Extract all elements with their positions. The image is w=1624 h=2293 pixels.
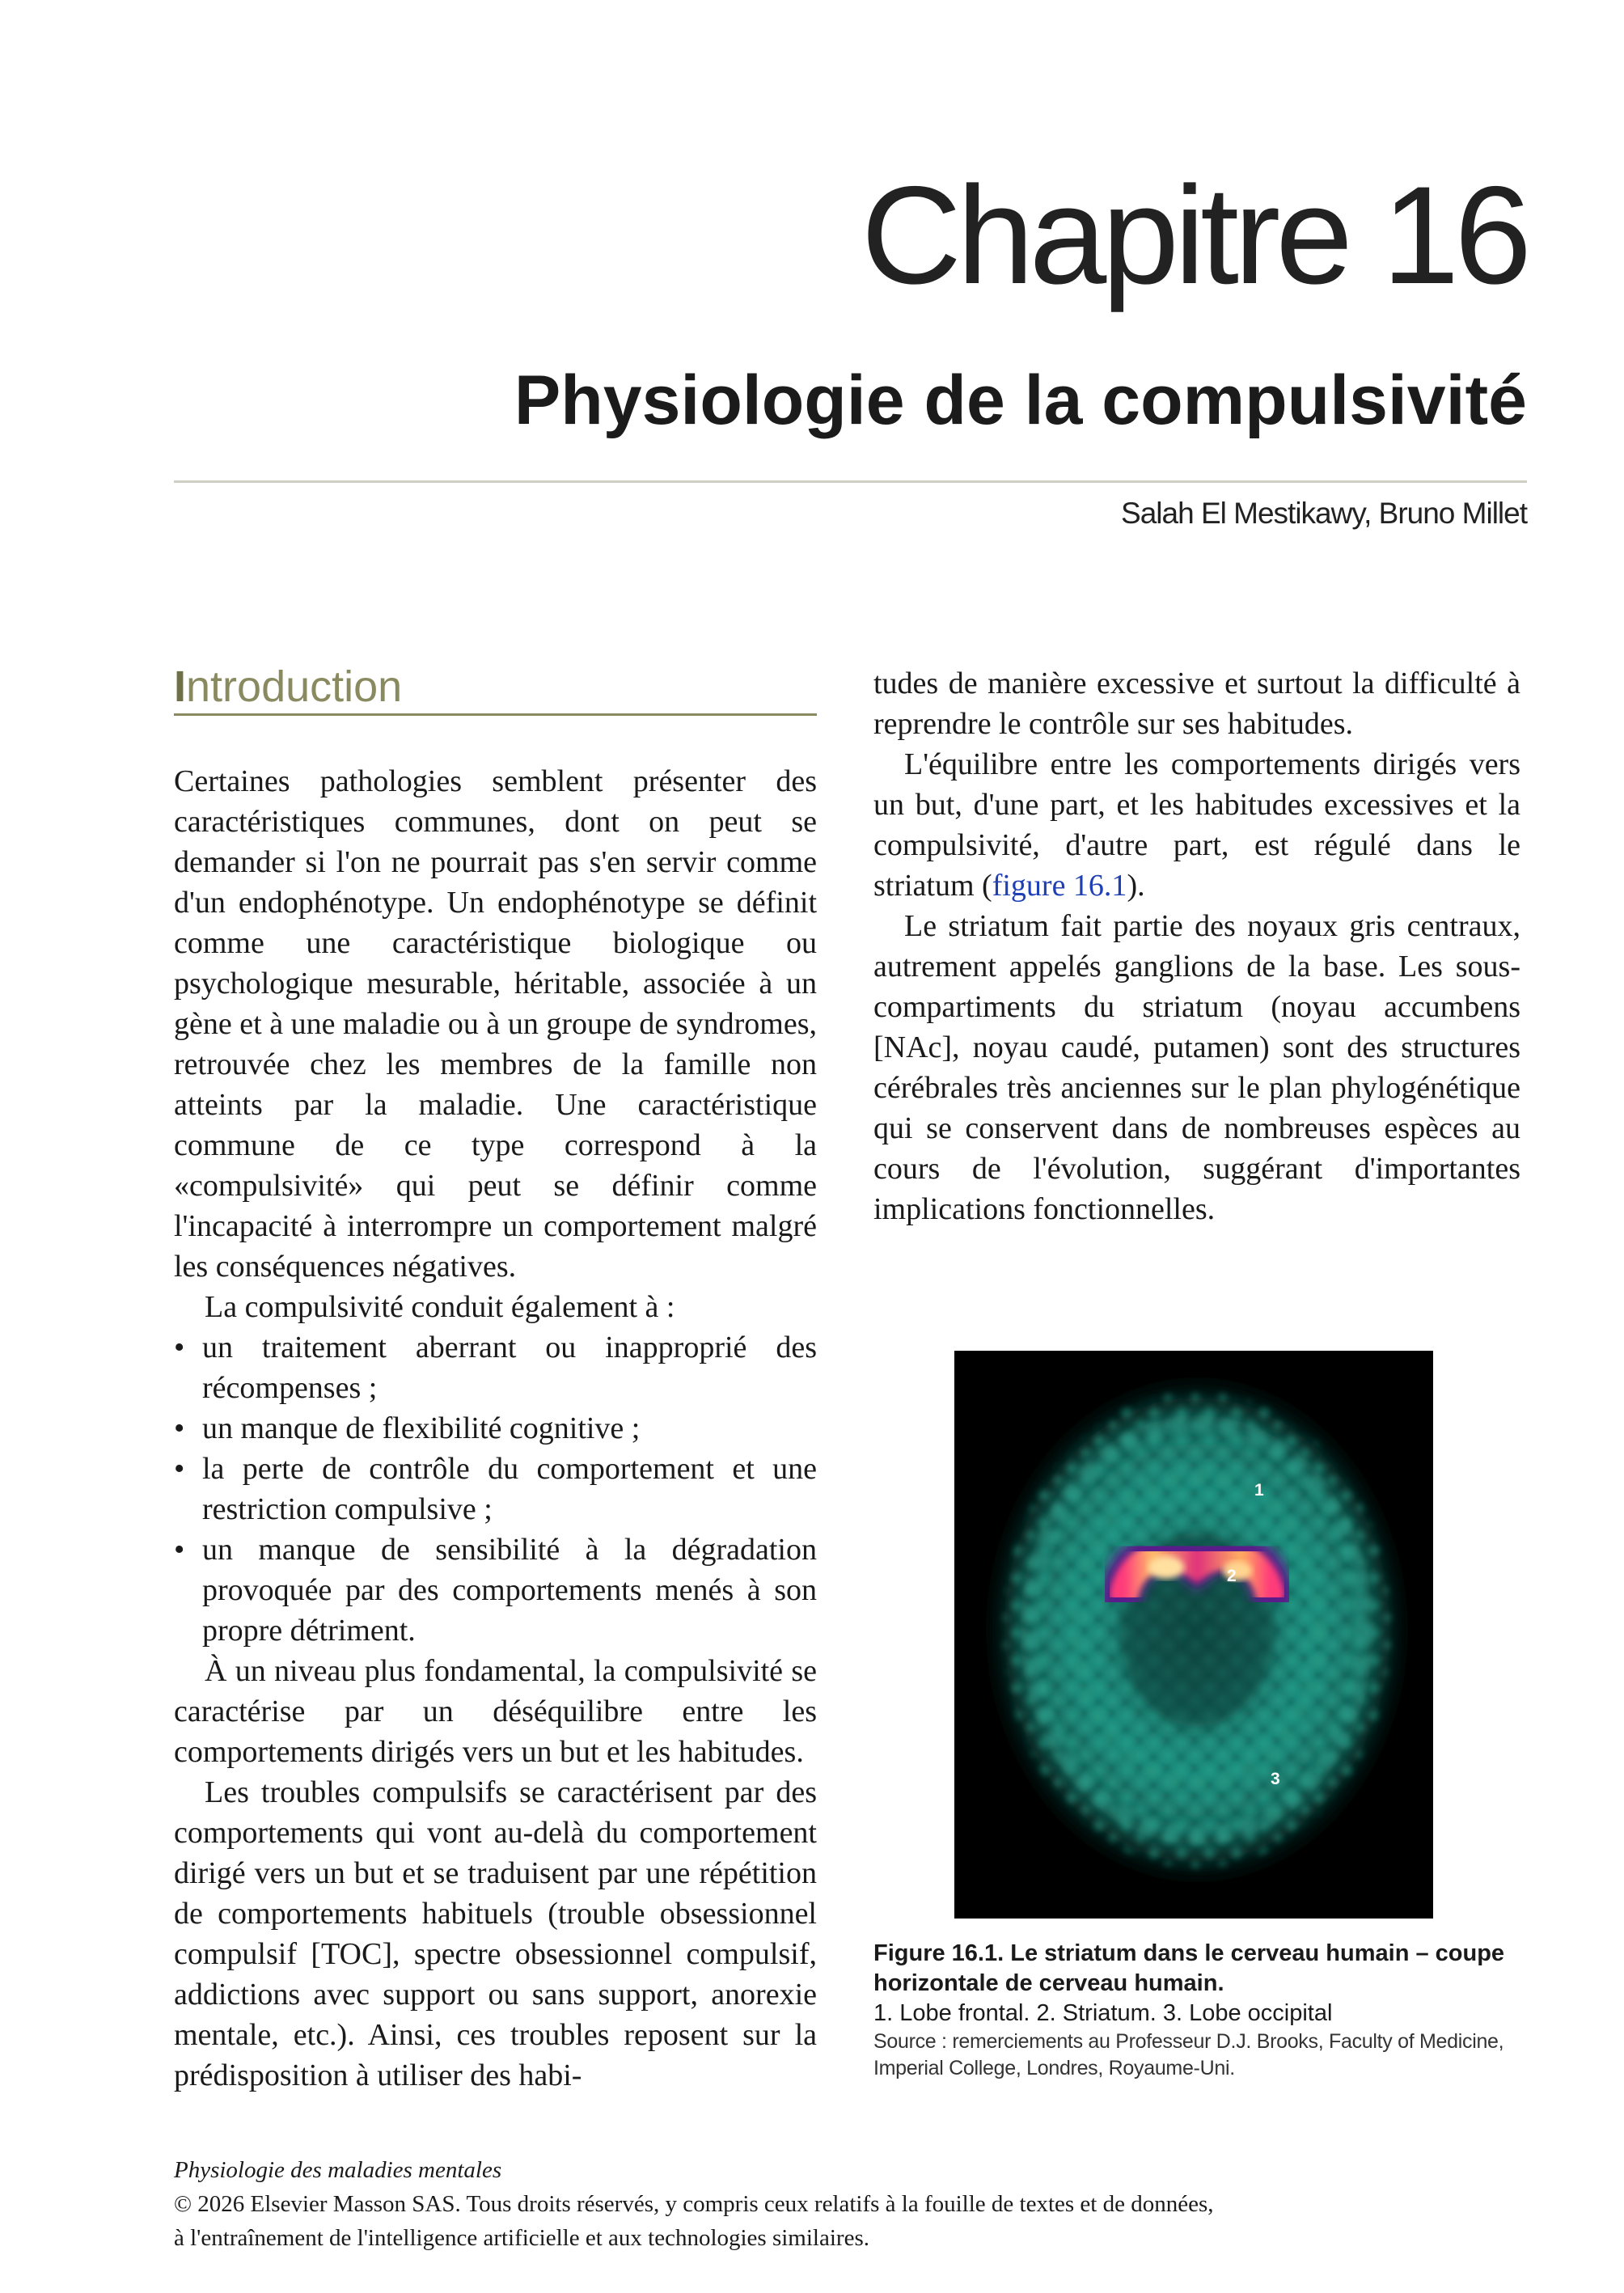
scan-label-1: 1 [1254,1481,1264,1500]
scan-label-3: 3 [1271,1770,1280,1788]
list-item: • un manque de sensibilité à la dégradation provoquée par des comportements menés à son propre détriment. [174,1529,817,1651]
paragraph-text: ). [1127,869,1145,903]
brain-scan-image [954,1351,1433,1919]
section-heading-text: ntroduction [186,662,403,711]
figure-title: Le striatum dans le cerveau humain – coupe horizontale de cerveau humain. [873,1940,1505,1996]
chapter-label: Chapitre 16 [861,158,1527,313]
copyright-line: à l'entraînement de l'intelligence artificielle et aux technologies similaires. [174,2225,869,2251]
figure-legend: 1. Lobe frontal. 2. Striatum. 3. Lobe occipital [873,2000,1333,2026]
paragraph: À un niveau plus fondamental, la compulsivité se caractérise par un déséquilibre entre les comportements dirigés vers un but et les habitudes. [174,1654,817,1769]
title-divider [174,480,1527,483]
paragraph [873,744,1520,906]
section-divider [174,713,817,716]
paragraph: La compulsivité conduit également à : [205,1290,675,1324]
figure-source: Source : remerciements au Professeur D.J. Brooks, Faculty of Medicine, Imperial College, Londres, Royaume-Uni. [873,2030,1504,2079]
section-heading [174,662,403,711]
section-heading-initial: I [174,662,187,711]
figure-reference-link[interactable]: figure 16.1 [992,869,1127,903]
list-item: • un traitement aberrant ou inapproprié des récompenses ; [174,1327,817,1408]
paragraph-text: L'équilibre entre les comportements dirigés vers un but, d'une part, et les habitudes excessives et la compulsivité, d'autre part, est régulé dans le striatum ( [873,747,1520,903]
copyright-line: © 2026 Elsevier Masson SAS. Tous droits réservés, y compris ceux relatifs à la fouille de textes et de données, [174,2191,1214,2217]
book-title: Physiologie des maladies mentales [174,2157,502,2183]
caption-title [873,1939,1520,1999]
page-footer [174,2153,1214,2255]
authors: Salah El Mestikawy, Bruno Millet [1121,497,1527,530]
left-column [174,761,817,2096]
paragraph: Le striatum fait partie des noyaux gris centraux, autrement appelés ganglions de la base. Les sous-compartiments du striatum (noyau accumbens [NAc], noyau caudé, putamen) sont des structures cérébrales très anciennes sur le plan phylogénétique qui se conservent dans de nombreuses espèces au cours de l'évolution, suggérant d'importantes implications fonctionnelles. [873,909,1520,1226]
paragraph: Les troubles compulsifs se caractérisent par des comportements qui vont au-delà du comportement dirigé vers un but et se traduisent par une répétition de comportements habituels (trouble obsessionnel compulsif [TOC], spectre obsessionnel compulsif, addictions avec support ou sans support, anorexie mentale, etc.). Ainsi, ces troubles reposent sur la prédisposition à utiliser des habi- [174,1775,817,2092]
brain-scan-graphic [954,1351,1433,1919]
chapter-title: Physiologie de la compulsivité [514,362,1527,439]
right-column [873,663,1520,1229]
scan-label-2: 2 [1227,1567,1237,1585]
list-item: • un manque de flexibilité cognitive ; [174,1408,817,1449]
cortex-region [983,1371,1411,1889]
list-item: • la perte de contrôle du comportement et une restriction compulsive ; [174,1449,817,1529]
figure-number: Figure 16.1. [873,1940,1004,1966]
paragraph: tudes de manière excessive et surtout la difficulté à reprendre le contrôle sur ses habitudes. [873,666,1520,741]
figure-caption [873,1939,1520,2082]
bullet-list [174,1327,817,1651]
paragraph: Certaines pathologies semblent présenter des caractéristiques communes, dont on peut se demander si l'on ne pourrait pas s'en servir comme d'un endophénotype. Un endophénotype se définit comme une caractéristique biologique ou psychologique mesurable, héritable, associée à un gène et à une maladie ou à un groupe de syndromes, retrouvée chez les membres de la famille non atteints par la maladie. Une caractéristique commune de ce type correspond à la «compulsivité» qui peut se définir comme l'incapacité à interrompre un comportement malgré les conséquences négatives. [174,764,817,1284]
